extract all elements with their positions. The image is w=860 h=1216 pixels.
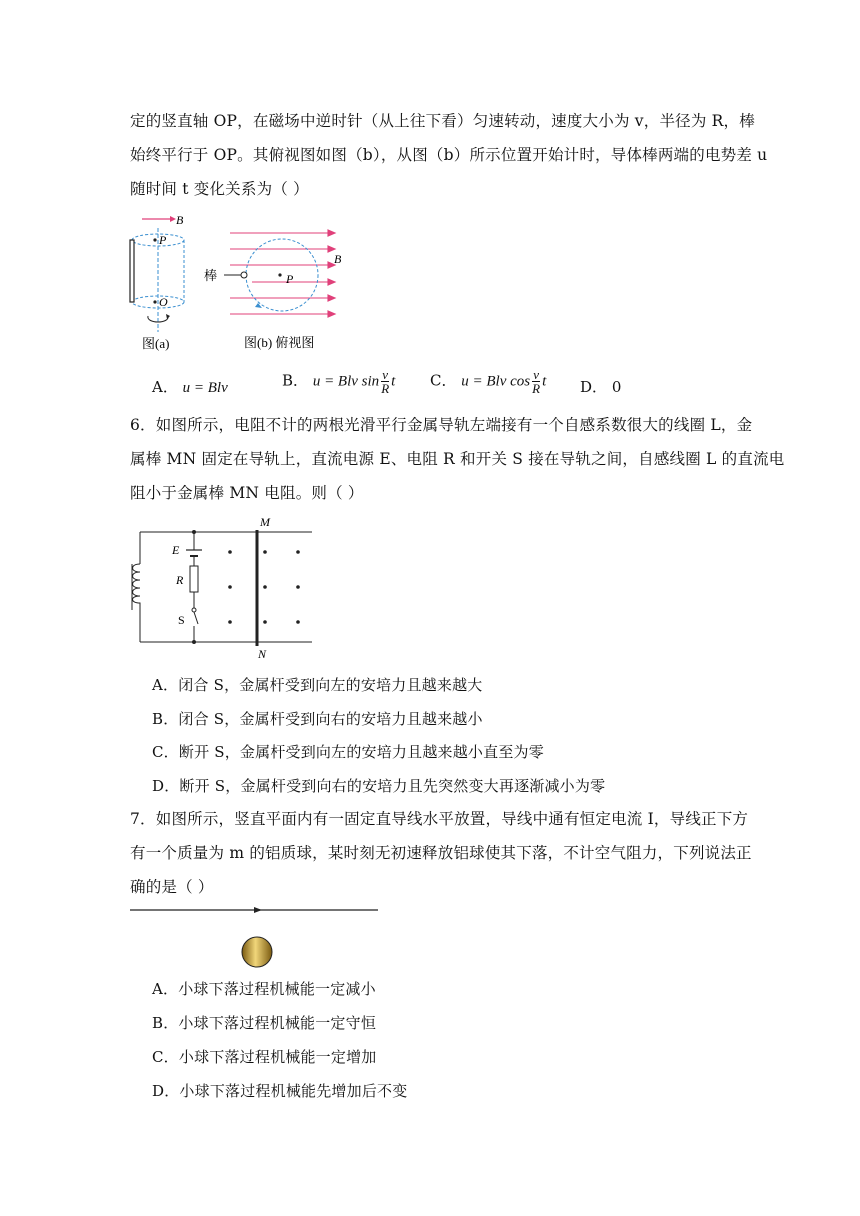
q5-option-d-expr: 0 [611,378,622,396]
q5-option-c[interactable]: C． u = Blv cos $\frac{v}{R}$ t [430,367,547,396]
q7-option-c[interactable]: C．小球下落过程机械能一定增加 [152,1048,377,1066]
q5-option-d[interactable] [580,376,621,397]
q7-text-line-1: 7．如图所示，竖直平面内有一固定直导线水平放置，导线中通有恒定电流 I，导线正下方 [130,810,749,828]
fig-b-p-label: P [286,272,294,286]
q5-option-c-prefix: u = Blv cos [461,373,531,390]
q7-text-line-3: 确的是（ ） [130,878,214,896]
q7-option-a[interactable]: A．小球下落过程机械能一定减小 [152,980,376,998]
q6-text-line-3: 阻小于金属棒 MN 电阻。则（ ） [130,484,364,502]
fig-a-b-label: B [176,213,184,227]
q5-option-b[interactable]: B． u = Blv sin $\frac{v}{R}$ t [282,367,396,396]
q6-text-line-2: 属棒 MN 固定在导轨上，直流电源 E、电阻 R 和开关 S 接在导轨之间，自感线圈 L 的直流电 [130,450,785,468]
q5-option-a-expr: u = Blv [182,380,228,396]
q6-label-n: N [258,647,267,661]
q6-label-r: R [176,573,184,587]
q5-option-a-letter: A． [152,378,178,396]
q6-label-m: M [260,515,270,529]
q5-option-c-letter: C． [430,371,457,390]
q5-option-b-letter: B． [282,371,309,390]
q5-option-a[interactable] [152,376,228,397]
q6-option-b[interactable]: B．闭合 S，金属杆受到向右的安培力且越来越小 [152,710,483,728]
fig-b-rod-label: 棒 [204,268,218,283]
current-arrow-icon [254,907,262,913]
q5-text-line-1: 定的竖直轴 OP，在磁场中逆时针（从上往下看）匀速转动，速度大小为 v，半径为 R，棒 [130,112,755,130]
q5-option-c-fraction: $\frac{v}{R}$ [532,367,541,396]
q5-option-b-fraction: $\frac{v}{R}$ [381,367,390,396]
fig-b-b-label: B [334,252,342,266]
q5-figure-a [126,210,196,360]
fig-a-p-label: P [159,233,167,247]
fig-b-caption: 图(b) 俯视图 [244,335,315,350]
q5-option-d-letter: D． [580,378,608,396]
aluminum-ball [242,937,272,967]
fig-a-caption: 图(a) [142,336,170,351]
q6-option-a[interactable]: A．闭合 S，金属杆受到向左的安培力且越来越大 [152,676,483,694]
q7-figure [128,900,388,972]
q5-text-line-3: 随时间 t 变化关系为（ ） [130,180,309,198]
q7-option-d[interactable]: D．小球下落过程机械能先增加后不变 [152,1082,408,1100]
q6-option-c[interactable]: C．断开 S，金属杆受到向左的安培力且越来越小直至为零 [152,743,544,761]
q6-label-s: S [178,613,185,627]
q5-figure-b [200,225,360,360]
q6-option-d[interactable]: D．断开 S，金属杆受到向右的安培力且先突然变大再逐渐减小为零 [152,777,606,795]
q5-option-b-prefix: u = Blv sin [312,373,380,390]
q7-text-line-2: 有一个质量为 m 的铝质球，某时刻无初速释放铝球使其下落，不计空气阻力，下列说法正 [130,844,752,862]
q6-text-line-1: 6．如图所示，电阻不计的两根光滑平行金属导轨左端接有一个自感系数很大的线圈 L，金 [130,416,753,434]
q7-option-b[interactable]: B．小球下落过程机械能一定守恒 [152,1014,377,1032]
q5-text-line-2: 始终平行于 OP。其俯视图如图（b），从图（b）所示位置开始计时，导体棒两端的电势差 u [130,146,768,164]
fig-a-o-label: O [159,295,168,309]
q6-label-e: E [172,543,180,557]
q6-circuit-figure [120,512,320,662]
